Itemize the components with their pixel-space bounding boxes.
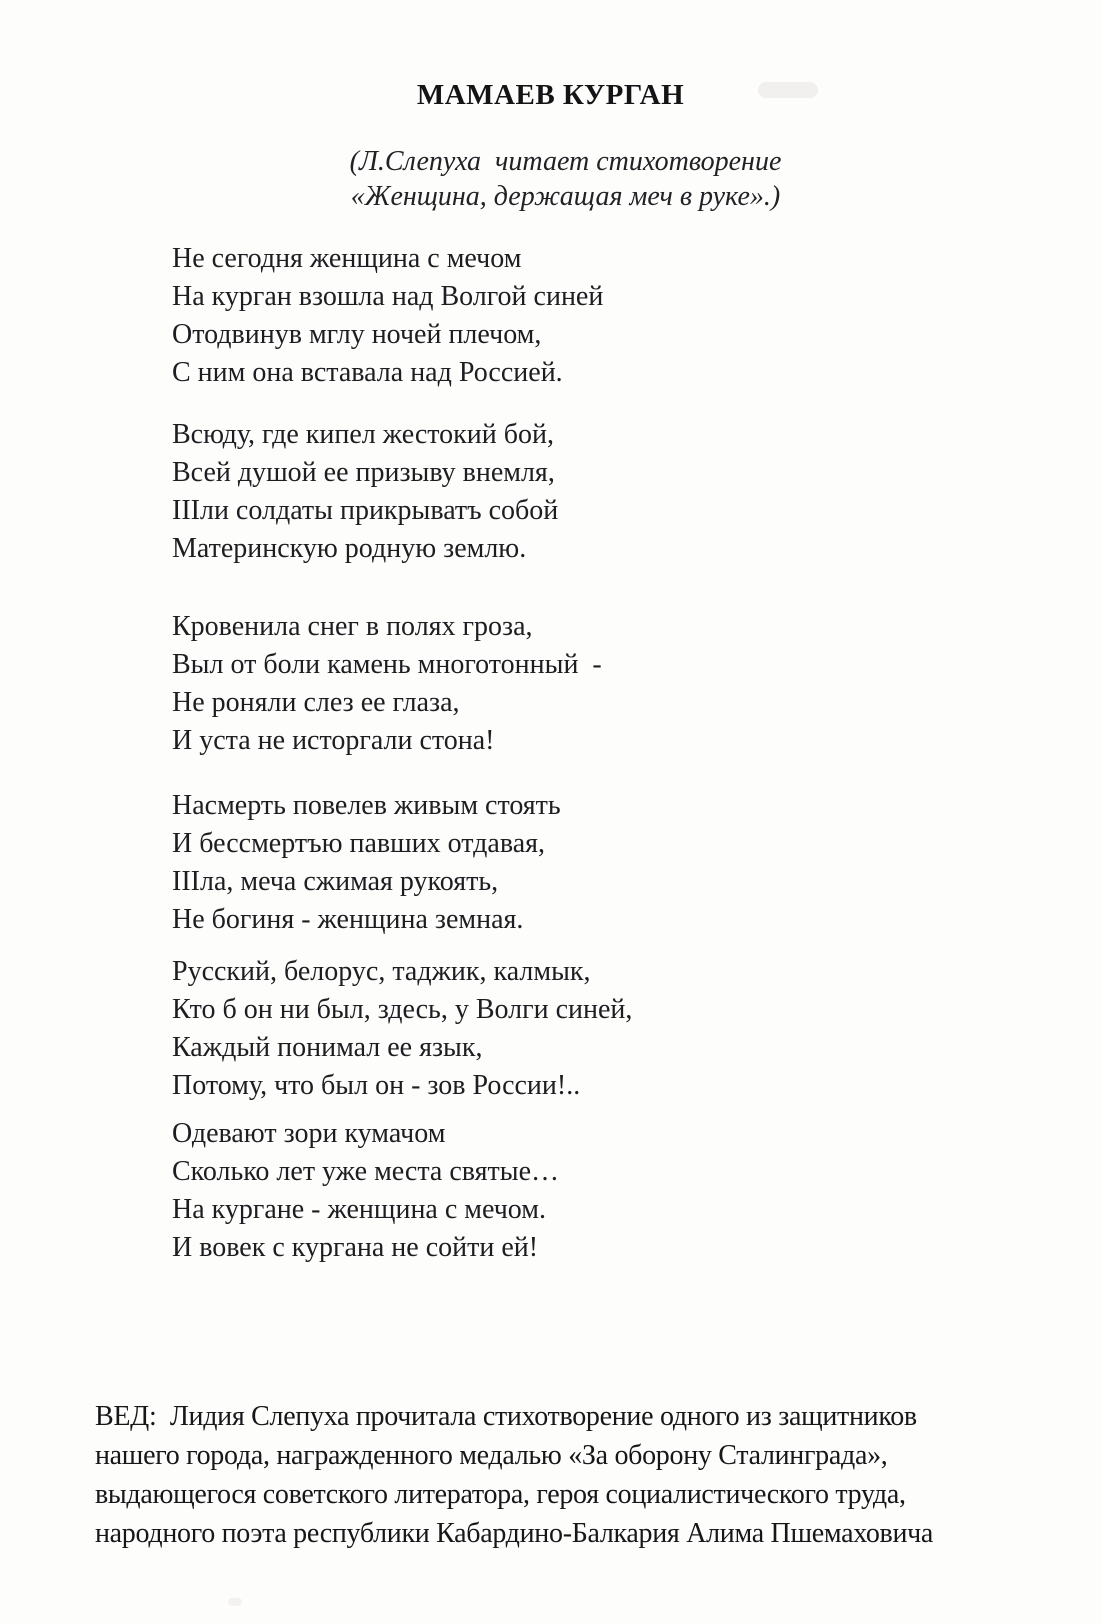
poem-line: На кургане - женщина с мечом. (172, 1194, 546, 1225)
poem-line: И уста не исторгали стона! (172, 725, 495, 756)
poem-line: С ним она вставала над Россией. (172, 357, 563, 388)
poem-line: Каждый понимал ее язык, (172, 1032, 483, 1063)
poem-line: На курган взошла над Волгой синей (172, 281, 604, 312)
narrator-line: народного поэта республики Кабардино-Балкария Алима Пшемаховича (95, 1518, 934, 1549)
poem-line: Не богиня - женщина земная. (172, 904, 524, 935)
poem-line: Отодвинув мглу ночей плечом, (172, 319, 542, 350)
scan-smudge (228, 1598, 242, 1606)
poem-stanza (172, 1115, 1101, 1267)
poem-stanza (172, 608, 1101, 760)
stage-direction-line: «Женщина, держащая меч в руке».) (350, 181, 781, 212)
poem (172, 240, 1101, 1267)
poem-line: Кровенила снег в полях гроза, (172, 611, 533, 642)
poem-line: Всюду, где кипел жестокий бой, (172, 419, 554, 450)
poem-line: Потому, что был он - зов России!.. (172, 1070, 581, 1101)
poem-line: Насмерть повелев живым стоять (172, 790, 561, 821)
poem-line: Не роняли слез ее глаза, (172, 687, 460, 718)
poem-stanza (172, 787, 1101, 939)
page-title: МАМАЕВ КУРГАН (416, 79, 685, 111)
poem-line: И бессмертъю павших отдавая, (172, 828, 545, 859)
scan-smudge (758, 82, 818, 98)
poem-line: И вовек с кургана не сойти ей! (172, 1232, 539, 1263)
poem-stanza (172, 240, 1101, 392)
narrator-paragraph (95, 1397, 1101, 1553)
narrator-line: ВЕД: Лидия Слепуха прочитала стихотворение одного из защитников (95, 1401, 917, 1432)
poem-line: Сколько лет уже места святые… (172, 1156, 559, 1187)
poem-stanza (172, 953, 1101, 1105)
poem-line: IIIла, меча сжимая рукоять, (172, 866, 499, 897)
poem-stanza (172, 416, 1101, 568)
poem-line: Русский, белорус, таджик, калмык, (172, 956, 591, 987)
stage-direction (30, 144, 1101, 214)
poem-line: Кто б он ни был, здесь, у Волги синей, (172, 994, 633, 1025)
stage-direction-line: (Л.Слепуха читает стихотворение (349, 146, 782, 177)
poem-line: Одевают зори кумачом (172, 1118, 446, 1149)
poem-line: Выл от боли камень многотонный - (172, 649, 602, 680)
narrator-line: выдающегося советского литератора, героя социалистического труда, (95, 1479, 906, 1510)
poem-line: Материнскую родную землю. (172, 533, 527, 564)
poem-line: IIIли солдаты прикрыватъ собой (172, 495, 559, 526)
narrator-line: нашего города, награжденного медалью «За оборону Сталинграда», (95, 1440, 888, 1471)
poem-line: Не сегодня женщина с мечом (172, 243, 522, 274)
poem-line: Всей душой ее призыву внемля, (172, 457, 555, 488)
